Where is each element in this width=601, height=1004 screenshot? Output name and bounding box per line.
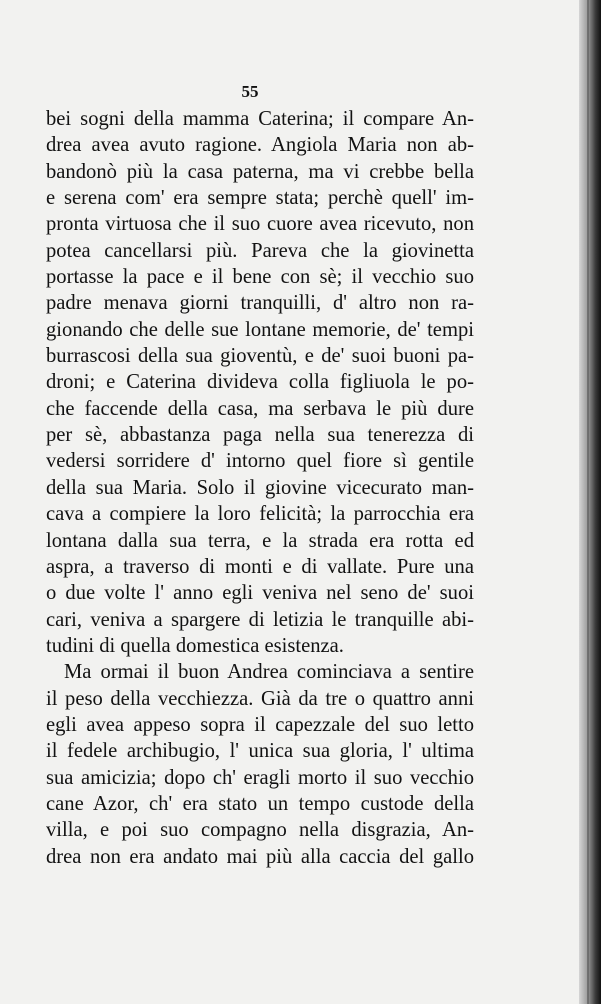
text-line: bei sogni della mamma Caterina; il compare An-: [46, 108, 474, 130]
text-line: bandonò più la casa paterna, ma vi crebbe bella: [46, 160, 474, 183]
text-line: drea avea avuto ragione. Angiola Maria non ab-: [46, 134, 474, 157]
text-line: cari, veniva a spargere di letizia le tranquille abi-: [46, 608, 474, 631]
text-line: pronta virtuosa che il suo cuore avea ricevuto, non: [46, 213, 474, 236]
text-line: Ma ormai il buon Andrea cominciava a sentire: [64, 661, 474, 684]
text-line: tudini di quella domestica esistenza.: [46, 634, 344, 657]
text-line: e serena com' era sempre stata; perchè quell' im-: [46, 187, 474, 210]
text-line: droni; e Caterina divideva colla figliuola le po-: [46, 371, 474, 394]
body-text: [46, 106, 474, 870]
text-line: portasse la pace e il bene con sè; il vecchio suo: [46, 266, 474, 289]
page-number: 55: [241, 82, 259, 101]
text-line: o due volte l' anno egli veniva nel seno de' suoi: [46, 582, 474, 605]
text-line: cane Azor, ch' era stato un tempo custode della: [46, 792, 474, 815]
text-line: cava a compiere la loro felicità; la parrocchia era: [46, 503, 474, 526]
text-line: per sè, abbastanza paga nella sua tenerezza di: [46, 424, 474, 447]
text-line: il fedele archibugio, l' unica sua gloria, l' ultima: [46, 740, 474, 763]
text-line: gionando che delle sue lontane memorie, de' tempi: [46, 318, 474, 341]
text-line: sua amicizia; dopo ch' eragli morto il suo vecchio: [46, 766, 474, 789]
book-gutter-shadow: [579, 0, 601, 1004]
text-line: lontana dalla sua terra, e la strada era rotta ed: [46, 529, 474, 552]
text-line: vedersi sorridere d' intorno quel fiore sì gentile: [46, 450, 474, 473]
text-line: padre menava giorni tranquilli, d' altro non ra-: [46, 292, 474, 315]
text-line: burrascosi della sua gioventù, e de' suoi buoni pa-: [46, 345, 474, 368]
text-line: egli avea appeso sopra il capezzale del suo letto: [46, 713, 474, 736]
text-line: che faccende della casa, ma serbava le più dure: [46, 397, 474, 420]
text-line: della sua Maria. Solo il giovine vicecurato man-: [46, 476, 474, 499]
text-line: villa, e poi suo compagno nella disgrazia, An-: [46, 819, 474, 842]
text-line: il peso della vecchiezza. Già da tre o quattro anni: [46, 687, 474, 710]
text-line: potea cancellarsi più. Pareva che la giovinetta: [46, 239, 474, 262]
text-line: aspra, a traverso di monti e di vallate. Pure una: [46, 555, 474, 578]
text-line: drea non era andato mai più alla caccia del gallo: [46, 845, 474, 868]
